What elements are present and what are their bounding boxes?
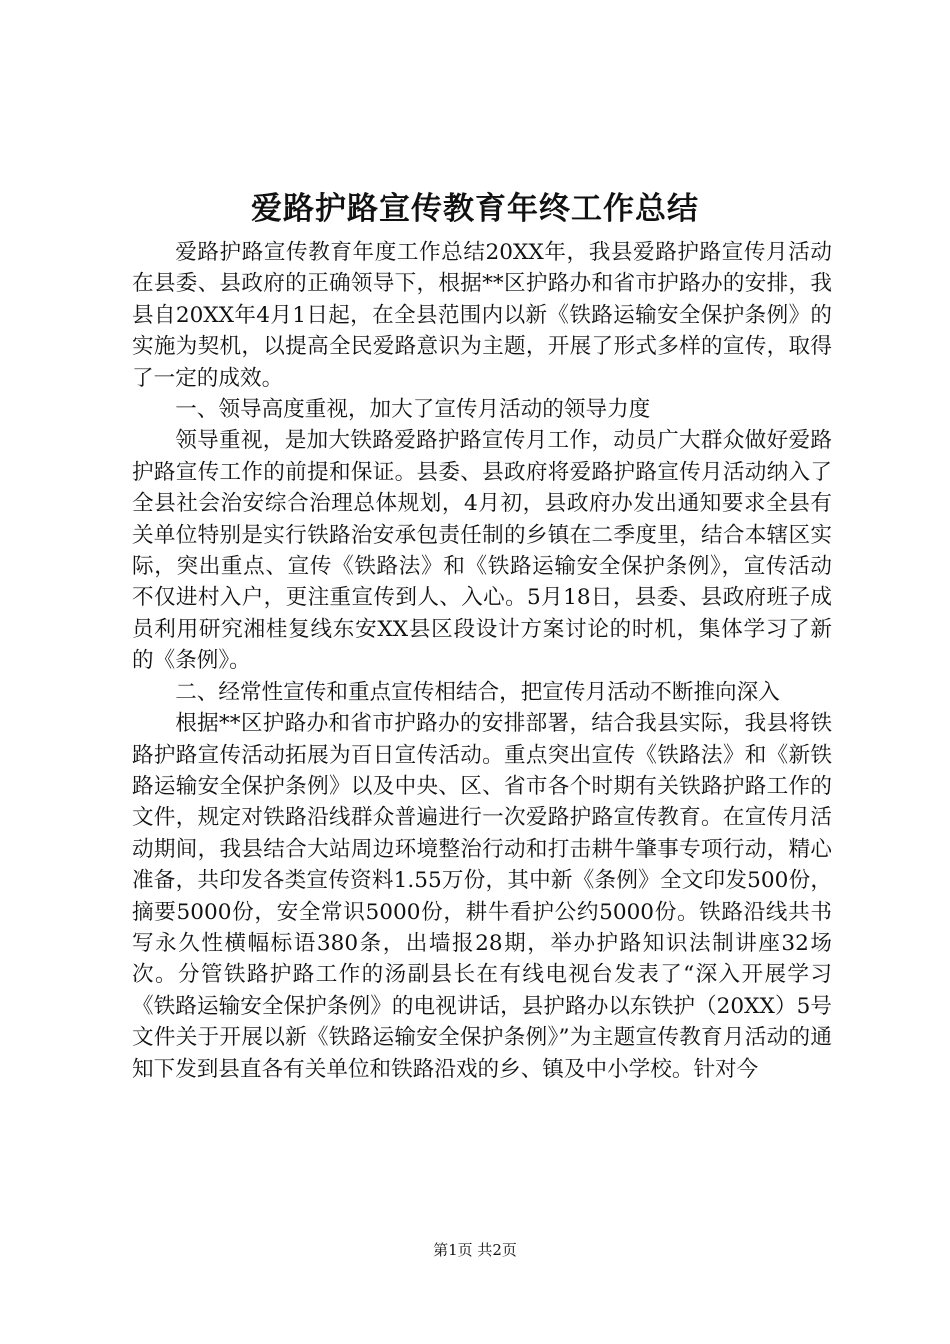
document-body: [132, 237, 832, 1085]
document-title: 爱路护路宣传教育年终工作总结: [251, 191, 699, 227]
paragraph-section-2: 根据**区护路办和省市护路办的安排部署，结合我县实际，我县将铁路护路宣传活动拓展为百日宣传活动。重点突出宣传《铁路法》和《新铁路运输安全保护条例》以及中央、区、省市各个时期有关铁路护路工作的文件，规定对铁路沿线群众普遍进行一次爱路护路宣传教育。在宣传月活动期间，我县结合大站周边环境整治行动和打击耕牛肇事专项行动，精心准备，共印发各类宣传资料1.55万份，其中新《条例》全文印发500份，摘要5000份，安全常识5000份，耕牛看护公约5000份。铁路沿线共书写永久性横幅标语380条，出墙报28期，举办护路知识法制讲座32场次。分管铁路护路工作的汤副县长在有线电视台发表了“深入开展学习《铁路运输安全保护条例》的电视讲话，县护路办以东铁护（20XX）5号文件关于开展以新《铁路运输安全保护条例》”为主题宣传教育月活动的通知下发到县直各有关单位和铁路沿戏的乡、镇及中小学校。针对今: [132, 711, 832, 1082]
section-heading-2: 二、经常性宣传和重点宣传相结合，把宣传月活动不断推向深入: [175, 679, 780, 705]
page-footer: 第1页 共2页: [433, 1241, 517, 1259]
section-heading-1: 一、领导高度重视，加大了宣传月活动的领导力度: [175, 397, 651, 423]
paragraph-section-1: 领导重视，是加大铁路爱路护路宣传月工作，动员广大群众做好爱路护路宣传工作的前提和保证。县委、县政府将爱路护路宣传月活动纳入了全县社会治安综合治理总体规划，4月初，县政府办发出通知要求全县有关单位特别是实行铁路治安承包责任制的乡镇在二季度里，结合本辖区实际，突出重点、宣传《铁路法》和《铁路运输安全保护条例》，宣传活动不仅进村入户，更注重宣传到人、入心。5月18日，县委、县政府班子成员利用研究湘桂复线东安XX县区段设计方案讨论的时机，集体学习了新的《条例》。: [132, 428, 832, 674]
paragraph-intro: 爱路护路宣传教育年度工作总结20XX年，我县爱路护路宣传月活动在县委、县政府的正确领导下，根据**区护路办和省市护路办的安排，我县自20XX年4月1日起，在全县范围内以新《铁路运输安全保护条例》的实施为契机，以提高全民爱路意识为主题，开展了形式多样的宣传，取得了一定的成效。: [132, 240, 832, 391]
